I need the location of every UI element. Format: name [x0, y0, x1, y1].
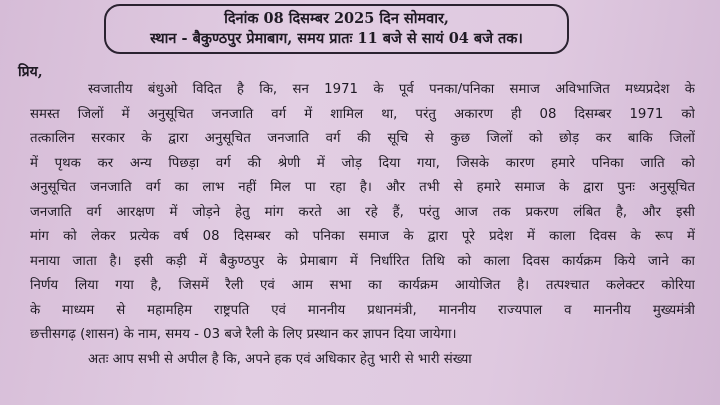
body-line: मांग को लेकर प्रत्येक वर्ष 08 दिसम्बर को पनिका समाज के द्वारा पूरे प्रदेश में काला दिवस के रूप में [30, 229, 695, 244]
body-line: अनुसूचित जनजाति वर्ग का लाभ नहीं मिल पा रहा है। और तभी से हमारे समाज के द्वारा पुनः अनुसूचित [30, 180, 695, 195]
body-line: निर्णय लिया गया है, जिसमें रैली एवं आम सभा का कार्यक्रम आयोजित है। तत्पश्चात कलेक्टर कोरिया [30, 278, 695, 293]
letter-body [30, 78, 695, 372]
salutation: प्रिय, [18, 64, 43, 80]
body-line: के माध्यम से महामहिम राष्ट्रपति एवं माननीय प्रधानमंत्री, माननीय राज्यपाल व माननीय मुख्यमंत्री [30, 302, 695, 318]
body-line: छत्तीसगढ़ (शासन) के नाम, समय - 03 बजे रैली के लिए प्रस्थान कर ज्ञापन दिया जायेगा। [30, 327, 457, 342]
event-date-line: दिनांक 08 दिसम्बर 2025 दिन सोमवार, [224, 10, 449, 27]
body-line: समस्त जिलों में अनुसूचित जनजाति वर्ग में शामिल था, परंतु अकारण ही 08 दिसम्बर 1971 को [30, 106, 695, 122]
body-line: मनाया जाता है। इसी कड़ी में बैकुण्ठपुर के प्रेमाबाग में निर्धारित तिथि को काला दिवस कार्यक्रम किये जाने का [30, 253, 695, 269]
body-line: जनजाति वर्ग आरक्षण में जोड़ने हेतु मांग करते आ रहे हैं, परंतु आज तक प्रकरण लंबित है, और इसी [30, 204, 695, 220]
body-line: अतः आप सभी से अपील है कि, अपने हक एवं अधिकार हेतु भारी से भारी संख्या [88, 351, 472, 367]
body-line: तत्कालिन सरकार के द्वारा अनुसूचित जनजाति वर्ग की सूचि से कुछ जिलों को छोड़ कर बाकि जिलों [30, 131, 695, 146]
event-venue-time-line: स्थान - बैकुण्ठपुर प्रेमाबाग, समय प्रातः 11 बजे से सायं 04 बजे तक। [150, 30, 523, 47]
event-heading-box [104, 4, 569, 54]
body-line: स्वजातीय बंधुओ विदित है कि, सन 1971 के पूर्व पनका/पनिका समाज अविभाजित मध्यप्रदेश के [88, 82, 695, 97]
body-line: में पृथक कर अन्य पिछड़ा वर्ग की श्रेणी में जोड़ दिया गया, जिसके कारण हमारे पनिका जाति को [30, 155, 695, 171]
